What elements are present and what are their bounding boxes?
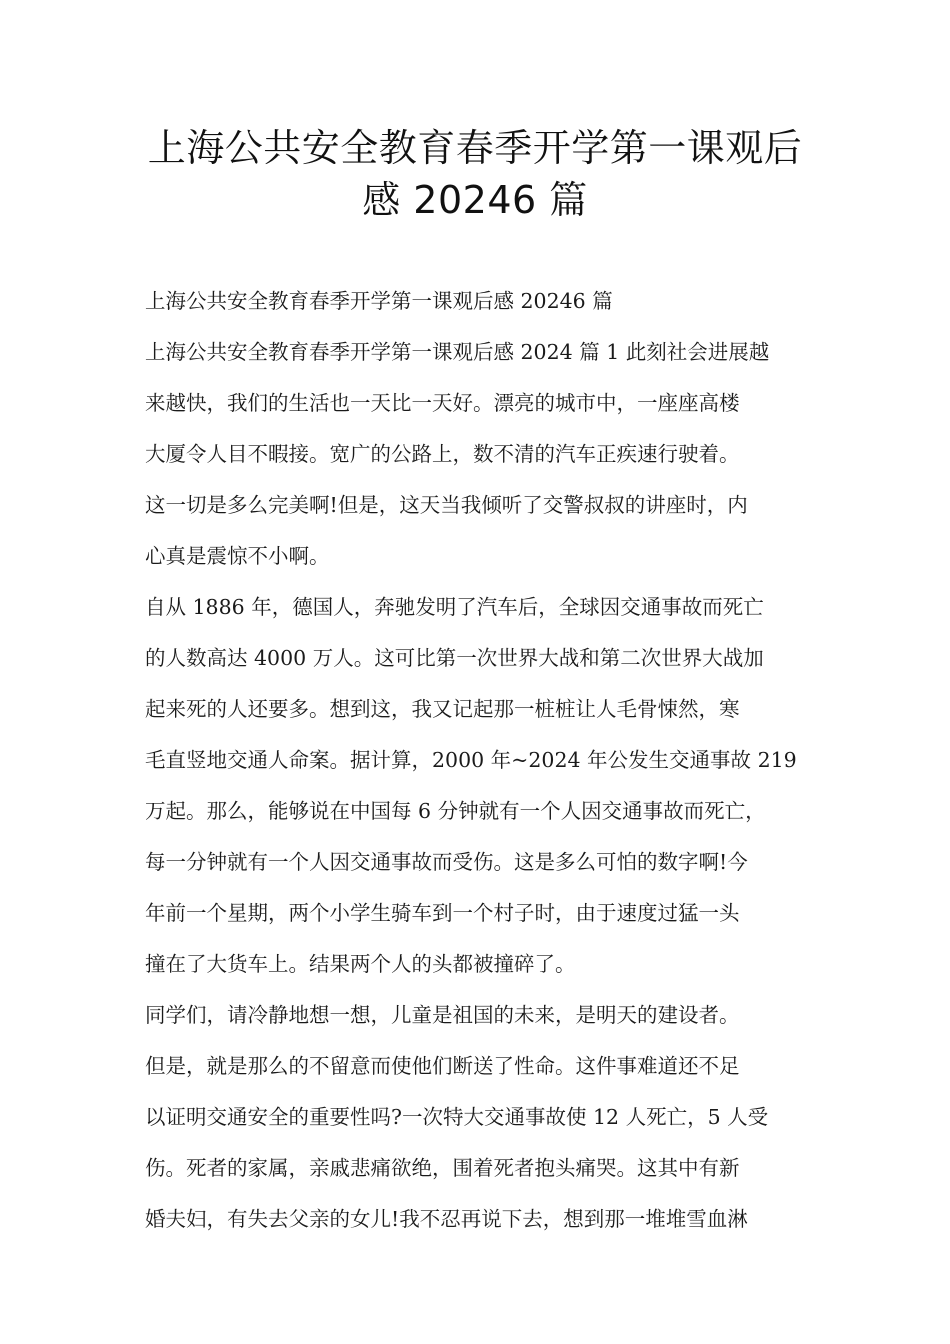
- text-line: 万起。那么，能够说在中国每 6 分钟就有一个人因交通事故而死亡，: [145, 799, 766, 823]
- text-line: 大厦令人目不暇接。宽广的公路上，数不清的汽车正疾速行驶着。: [145, 442, 740, 466]
- text-line: 的人数高达 4000 万人。这可比第一次世界大战和第二次世界大战加: [145, 646, 764, 670]
- paragraph-2: [145, 587, 815, 995]
- text-line: 但是，就是那么的不留意而使他们断送了性命。这件事难道还不足: [145, 1054, 740, 1078]
- text-line: 以证明交通安全的重要性吗?一次特大交通事故使 12 人死亡，5 人受: [145, 1105, 769, 1129]
- text-line: 心真是震惊不小啊。: [145, 544, 330, 568]
- text-line: 自从 1886 年，德国人，奔驰发明了汽车后，全球因交通事故而死亡: [145, 595, 764, 619]
- text-line: 这一切是多么完美啊!但是，这天当我倾听了交警叔叔的讲座时，内: [145, 493, 748, 517]
- paragraph-1: [145, 332, 815, 587]
- document-subtitle: 上海公共安全教育春季开学第一课观后感 20246 篇: [145, 289, 613, 313]
- text-line: 撞在了大货车上。结果两个人的头都被撞碎了。: [145, 952, 576, 976]
- title-line-2: 感 20246 篇: [362, 178, 588, 222]
- text-line: 毛直竖地交通人命案。据计算，2000 年~2024 年公发生交通事故 219: [145, 748, 797, 772]
- text-line: 上海公共安全教育春季开学第一课观后感 2024 篇 1 此刻社会进展越: [145, 340, 770, 364]
- title-line-1: 上海公共安全教育春季开学第一课观后: [147, 126, 803, 170]
- text-line: 每一分钟就有一个人因交通事故而受伤。这是多么可怕的数字啊!今: [145, 850, 748, 874]
- document-title: [120, 122, 830, 226]
- text-line: 来越快，我们的生活也一天比一天好。漂亮的城市中，一座座高楼: [145, 391, 740, 415]
- text-line: 伤。死者的家属，亲戚悲痛欲绝，围着死者抱头痛哭。这其中有新: [145, 1156, 740, 1180]
- text-line: 起来死的人还要多。想到这，我又记起那一桩桩让人毛骨悚然，寒: [145, 697, 740, 721]
- text-line: 婚夫妇，有失去父亲的女儿!我不忍再说下去，想到那一堆堆雪血淋: [145, 1207, 748, 1231]
- paragraph-3: [145, 995, 815, 1250]
- text-line: 年前一个星期，两个小学生骑车到一个村子时，由于速度过猛一头: [145, 901, 740, 925]
- text-line: 同学们，请冷静地想一想，儿童是祖国的未来，是明天的建设者。: [145, 1003, 740, 1027]
- document-body: [145, 281, 815, 1250]
